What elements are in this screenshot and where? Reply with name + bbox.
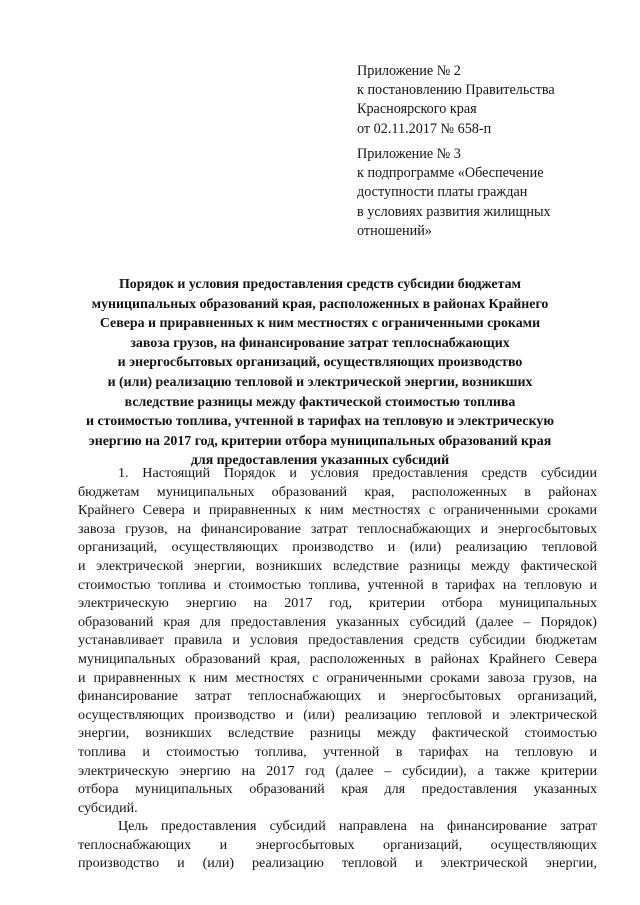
body-line: теплоснабжающих и энергосбытовых организаций, осуществляющих <box>78 836 597 853</box>
title-line: и (или) реализацию тепловой и электрической энергии, возникших <box>107 374 533 390</box>
appendix-line: Красноярского края <box>357 101 477 118</box>
title-line: Севера и приравненных к ним местностях с ограниченными сроками <box>99 316 541 332</box>
body-line: образований края для предоставления указанных субсидий (далее – Порядок) <box>78 613 597 630</box>
body-line: топлива и стоимостью топлива, учтенной в тарифах на тепловую и <box>78 743 597 760</box>
body-line: осуществляющих производство и (или) реализацию тепловой и электрической <box>78 706 597 723</box>
appendix-line: отношений» <box>357 222 432 239</box>
appendix-2-header <box>357 62 617 139</box>
title-line: Порядок и условия предоставления средств субсидии бюджетам <box>118 277 521 292</box>
body-line: Крайнего Севера и приравненных к ним местностях с ограниченными сроками <box>78 502 597 519</box>
document-title <box>60 275 580 471</box>
body-line: бюджетам муниципальных образований края, расположенных в районах <box>78 483 597 500</box>
body-line: завоза грузов, на финансирование затрат теплоснабжающих и энергосбытовых <box>78 520 597 537</box>
appendix-line: доступности платы граждан <box>357 184 528 201</box>
title-line: для предоставления указанных субсидий <box>190 453 450 469</box>
appendix-line: Приложение № 2 <box>357 63 461 79</box>
document-body <box>78 464 597 873</box>
body-line: производство и (или) реализацию тепловой и электрической энергии, <box>78 855 597 872</box>
body-line: и приравненных к ним местностях с ограниченными сроками завоза грузов, на <box>78 669 597 686</box>
body-line: отбора муниципальных образований края для предоставления указанных <box>78 781 597 798</box>
appendix-line: к постановлению Правительства <box>357 82 555 99</box>
title-line: муниципальных образований края, расположенных в районах Крайнего <box>91 296 549 312</box>
title-line: энергию на 2017 год, критерии отбора муниципальных образований края <box>88 433 552 449</box>
appendix-line: от 02.11.2017 № 658-п <box>357 120 492 137</box>
body-line: стоимостью топлива и стоимостью топлива, учтенной в тарифах на тепловую и <box>78 576 597 593</box>
appendix-line: в условиях развития жилищных <box>357 203 551 220</box>
body-line: электрическую энергию на 2017 год (далее – субсидии), а также критерии <box>78 762 597 779</box>
body-line: муниципальных образований края, расположенных в районах Крайнего Севера <box>78 650 597 667</box>
body-line: устанавливает правила и условия предоставления средств субсидии бюджетам <box>78 632 597 649</box>
paragraph-1 <box>78 464 597 817</box>
title-line: и стоимостью топлива, учтенной в тарифах на тепловую и электрическую <box>86 414 554 430</box>
title-line: и энергосбытовых организаций, осуществляющих производство <box>117 355 523 371</box>
appendix-3-header <box>357 145 617 241</box>
body-line: 1. Настоящий Порядок и условия предоставления средств субсидии <box>118 465 597 481</box>
appendix-line: Приложение № 3 <box>357 146 461 162</box>
body-line: финансирование затрат теплоснабжающих и энергосбытовых организаций, <box>78 688 597 705</box>
body-line: электрическую энергию на 2017 год, критерии отбора муниципальных <box>78 595 597 612</box>
paragraph-2 <box>78 817 597 873</box>
body-line: и электрической энергии, возникших вследствие разницы между фактической <box>78 557 597 574</box>
body-line: энергии, возникших вследствие разницы между фактической стоимостью <box>78 725 597 742</box>
body-line: субсидий. <box>78 799 138 816</box>
appendix-line: к подпрограмме «Обеспечение <box>357 165 544 182</box>
title-line: завоза грузов, на финансирование затрат теплоснабжающих <box>130 335 510 351</box>
body-line: организаций, осуществляющих производство и (или) реализацию тепловой <box>78 539 597 556</box>
title-line: вследствие разницы между фактической стоимостью топлива <box>124 394 516 410</box>
body-line: Цель предоставления субсидий направлена на финансирование затрат <box>118 818 597 835</box>
